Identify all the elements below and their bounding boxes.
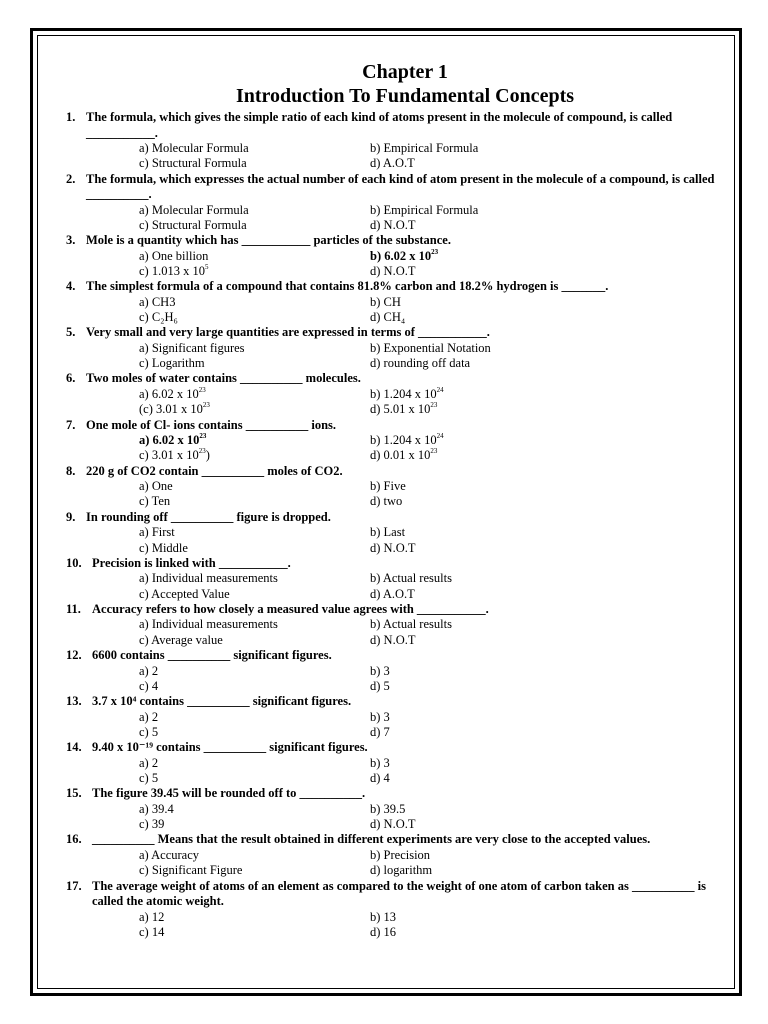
answer-option [370,141,570,156]
question-text: The simplest formula of a compound that contains 81.8% carbon and 18.2% hydrogen is _______. [86,279,609,294]
question-number: 11. [66,601,81,616]
question [66,832,716,848]
answer-option-text: a) One billion [139,248,209,263]
question [66,740,716,756]
answer-option-text: d) A.O.T [370,156,415,171]
question [66,172,716,203]
answer-option [139,433,370,448]
question-text: 6600 contains __________ significant figures. [92,648,332,663]
exponent: 23 [198,447,206,456]
answer-option [370,433,570,448]
answer-option-text: d) N.O.T [370,817,416,832]
answer-option [370,571,570,586]
answer-option [370,910,570,925]
answer-option [370,494,570,509]
answer-option [370,756,570,771]
question-text: One mole of Cl- ions contains __________ ions. [86,417,337,432]
answer-option-text: d) 0.01 x 10 [370,448,431,463]
question-text: The formula, which gives the simple ratio of each kind of atoms present in the molecule of compound, is called ___________. [86,110,673,140]
answer-option [370,587,570,602]
answer-option [139,479,370,494]
question-number: 12. [66,648,82,663]
answer-options [66,249,716,280]
answer-option [139,910,370,925]
answer-options [66,571,716,602]
answer-option [139,402,370,417]
answer-option-text: c) Structural Formula [139,217,247,232]
answer-option [139,848,370,863]
answer-option [139,725,370,740]
answer-option-text: c) Significant Figure [139,863,243,878]
answer-options [66,525,716,556]
answer-options [66,141,716,172]
answer-option [370,218,570,233]
question-number: 16. [66,832,82,847]
exponent: 23 [430,401,438,410]
answer-option [370,771,570,786]
answer-option-text: b) 13 [370,909,397,924]
answer-option [139,218,370,233]
question-text: Precision is linked with ___________. [92,555,291,570]
question [66,371,716,387]
answer-option-text: a) Significant figures [139,340,245,355]
answer-option-text: d) N.O.T [370,263,416,278]
answer-option-text: d) 5 [370,678,390,693]
answer-option-text: b) 3 [370,755,390,770]
answer-option-text: b) Five [370,479,406,494]
answer-option [370,310,570,325]
answer-option [370,925,570,940]
answer-option [370,479,570,494]
question-list [66,110,716,940]
answer-option-text: (c) 3.01 x 10 [139,402,203,417]
answer-option [139,771,370,786]
question-number: 14. [66,740,82,755]
answer-option-text: d) 4 [370,771,390,786]
answer-option-text: b) Exponential Notation [370,340,491,355]
chapter-heading: Chapter 1 [362,61,448,83]
answer-option-text: a) Molecular Formula [139,141,249,155]
answer-option-text: b) Precision [370,847,431,862]
question [66,648,716,664]
answer-option [139,525,370,540]
answer-option-text: d) 16 [370,924,397,939]
answer-option [139,310,370,325]
answer-option-text: a) 2 [139,663,159,678]
answer-option-text: c) 39 [139,817,165,832]
answer-option-text: c) Logarithm [139,356,205,371]
answer-option [139,156,370,171]
answer-option-text: a) 6.02 x 10 [139,433,200,448]
answer-option [370,249,570,264]
answer-option [139,664,370,679]
answer-option-text: a) Molecular Formula [139,202,249,217]
question [66,418,716,434]
answer-option-text: c) Ten [139,494,171,509]
question [66,694,716,710]
answer-option [370,448,570,463]
answer-option-text: b) Actual results [370,617,452,632]
answer-option-text: b) Empirical Formula [370,202,479,217]
answer-option [139,756,370,771]
answer-option [139,341,370,356]
answer-option [139,617,370,632]
question-number: 4. [66,279,76,294]
answer-options [66,479,716,510]
answer-options [66,617,716,648]
answer-option [370,387,570,402]
answer-option [139,817,370,832]
answer-option [139,448,370,463]
answer-option-text: d) 5.01 x 10 [370,402,431,417]
answer-option [139,541,370,556]
answer-option [139,387,370,402]
question-text: __________ Means that the result obtained in different experiments are very close to the accepted values. [92,832,651,847]
exponent: 23 [199,432,207,441]
answer-option [139,587,370,602]
answer-option-text: c) C₂H₆ [139,310,178,325]
answer-option-text: d) N.O.T [370,540,416,555]
answer-option-text: b) 3 [370,709,390,724]
answer-option-text: b) 6.02 x 10 [370,248,432,263]
closing-paren: ) [205,448,210,463]
answer-option [139,249,370,264]
question [66,464,716,480]
question [66,325,716,341]
answer-option [139,679,370,694]
answer-option-text: b) Last [370,525,406,540]
answer-option [370,710,570,725]
exponent: 5 [204,262,209,271]
answer-option [139,710,370,725]
question [66,510,716,526]
answer-option [370,617,570,632]
answer-option-text: d) 7 [370,724,390,739]
answer-option-text: b) 39.5 [370,801,406,816]
question-text: In rounding off __________ figure is dropped. [86,509,331,524]
answer-option-text: c) Middle [139,540,188,555]
question [66,279,716,295]
answer-option [139,356,370,371]
answer-option-text: c) Average value [139,632,223,647]
question [66,556,716,572]
answer-option-text: c) 1.013 x 10 [139,263,205,278]
answer-option-text: d) two [370,494,403,509]
answer-option-text: d) CH₄ [370,310,406,325]
answer-option-text: a) 2 [139,755,159,770]
answer-option-text: b) 1.204 x 10 [370,433,437,448]
answer-option-text: a) First [139,525,175,540]
answer-option [139,863,370,878]
answer-options [66,664,716,695]
answer-option-text: a) Individual measurements [139,571,278,586]
answer-option [139,295,370,310]
answer-options [66,910,716,941]
question-text: Two moles of water contains __________ molecules. [86,371,361,386]
question-text: The figure 39.45 will be rounded off to __________. [92,786,366,801]
answer-options [66,848,716,879]
question [66,786,716,802]
question-number: 15. [66,786,82,801]
answer-option [370,541,570,556]
answer-option [370,356,570,371]
question-number: 6. [66,371,76,386]
answer-option [370,525,570,540]
answer-option [139,571,370,586]
answer-option [370,402,570,417]
question-number: 2. [66,171,76,186]
question-text: Accuracy refers to how closely a measured value agrees with ___________. [92,601,489,616]
answer-option-text: c) 4 [139,678,159,693]
question [66,233,716,249]
exponent: 24 [436,385,444,394]
question-number: 5. [66,325,76,340]
answer-option [139,203,370,218]
question-text: 3.7 x 10⁴ contains __________ significant figures. [92,694,352,709]
answer-option [370,264,570,279]
answer-option-text: c) 14 [139,924,165,939]
answer-option-text: a) 6.02 x 10 [139,386,199,401]
question-text: The formula, which expresses the actual number of each kind of atom present in the molecule of a compound, is called __________. [86,171,715,202]
answer-option [370,341,570,356]
answer-option [139,264,370,279]
question-text: Mole is a quantity which has ___________ particles of the substance. [86,233,451,248]
question-number: 3. [66,233,76,248]
answer-options [66,203,716,234]
answer-option-text: a) Individual measurements [139,617,278,632]
answer-options [66,387,716,418]
exponent: 24 [436,432,444,441]
answer-option-text: d) N.O.T [370,632,416,647]
answer-option-text: b) Actual results [370,571,452,586]
answer-option [139,802,370,817]
question [66,879,716,910]
answer-option-text: a) 12 [139,909,165,924]
answer-option [370,817,570,832]
answer-option [139,633,370,648]
answer-option-text: d) rounding off data [370,356,471,371]
question-text: Very small and very large quantities are expressed in terms of ___________. [86,325,490,340]
answer-option [139,141,370,156]
answer-option-text: d) logarithm [370,863,433,878]
answer-options [66,295,716,326]
question-number: 8. [66,463,76,478]
answer-option [370,848,570,863]
exponent: 23 [431,247,439,256]
answer-option-text: c) 5 [139,771,159,786]
exponent: 23 [430,447,438,456]
answer-option-text: a) 39.4 [139,801,174,816]
question-text: 220 g of CO2 contain __________ moles of CO2. [86,463,343,478]
exponent: 23 [202,401,210,410]
question-number: 10. [66,555,82,570]
answer-options [66,341,716,372]
answer-options [66,710,716,741]
answer-option-text: d) N.O.T [370,217,416,232]
answer-option-text: b) 3 [370,663,390,678]
question-number: 1. [66,110,76,124]
question-number: 17. [66,878,82,893]
answer-option [370,633,570,648]
answer-option-text: c) 3.01 x 10 [139,448,199,463]
answer-option [370,679,570,694]
answer-options [66,433,716,464]
question-text: 9.40 x 10⁻¹⁹ contains __________ significant figures. [92,740,368,755]
page-title: Introduction To Fundamental Concepts [235,85,575,107]
question-number: 7. [66,417,76,432]
answer-option-text: a) One [139,479,173,494]
answer-option [370,863,570,878]
answer-option-text: a) Accuracy [139,847,200,862]
answer-option [139,925,370,940]
question [66,602,716,618]
answer-option-text: c) 5 [139,724,159,739]
answer-option-text: c) Accepted Value [139,586,230,601]
question-number: 13. [66,694,82,709]
answer-option-text: d) A.O.T [370,586,415,601]
answer-option [139,494,370,509]
answer-options [66,802,716,833]
answer-option-text: c) Structural Formula [139,156,247,171]
answer-option-text: b) CH [370,294,401,309]
answer-option [370,664,570,679]
answer-option-text: b) 1.204 x 10 [370,386,437,401]
answer-option [370,203,570,218]
answer-option [370,295,570,310]
answer-option-text: b) Empirical Formula [370,141,479,155]
answer-option [370,802,570,817]
answer-option-text: a) 2 [139,709,159,724]
answer-options [66,756,716,787]
question [66,110,716,141]
question-number: 9. [66,509,76,524]
answer-option-text: a) CH3 [139,294,176,309]
content [66,60,716,940]
exponent: 23 [198,385,206,394]
answer-option [370,725,570,740]
answer-option [370,156,570,171]
question-text: The average weight of atoms of an element as compared to the weight of one atom of carbon taken as __________ is called the atomic weight. [92,878,706,908]
